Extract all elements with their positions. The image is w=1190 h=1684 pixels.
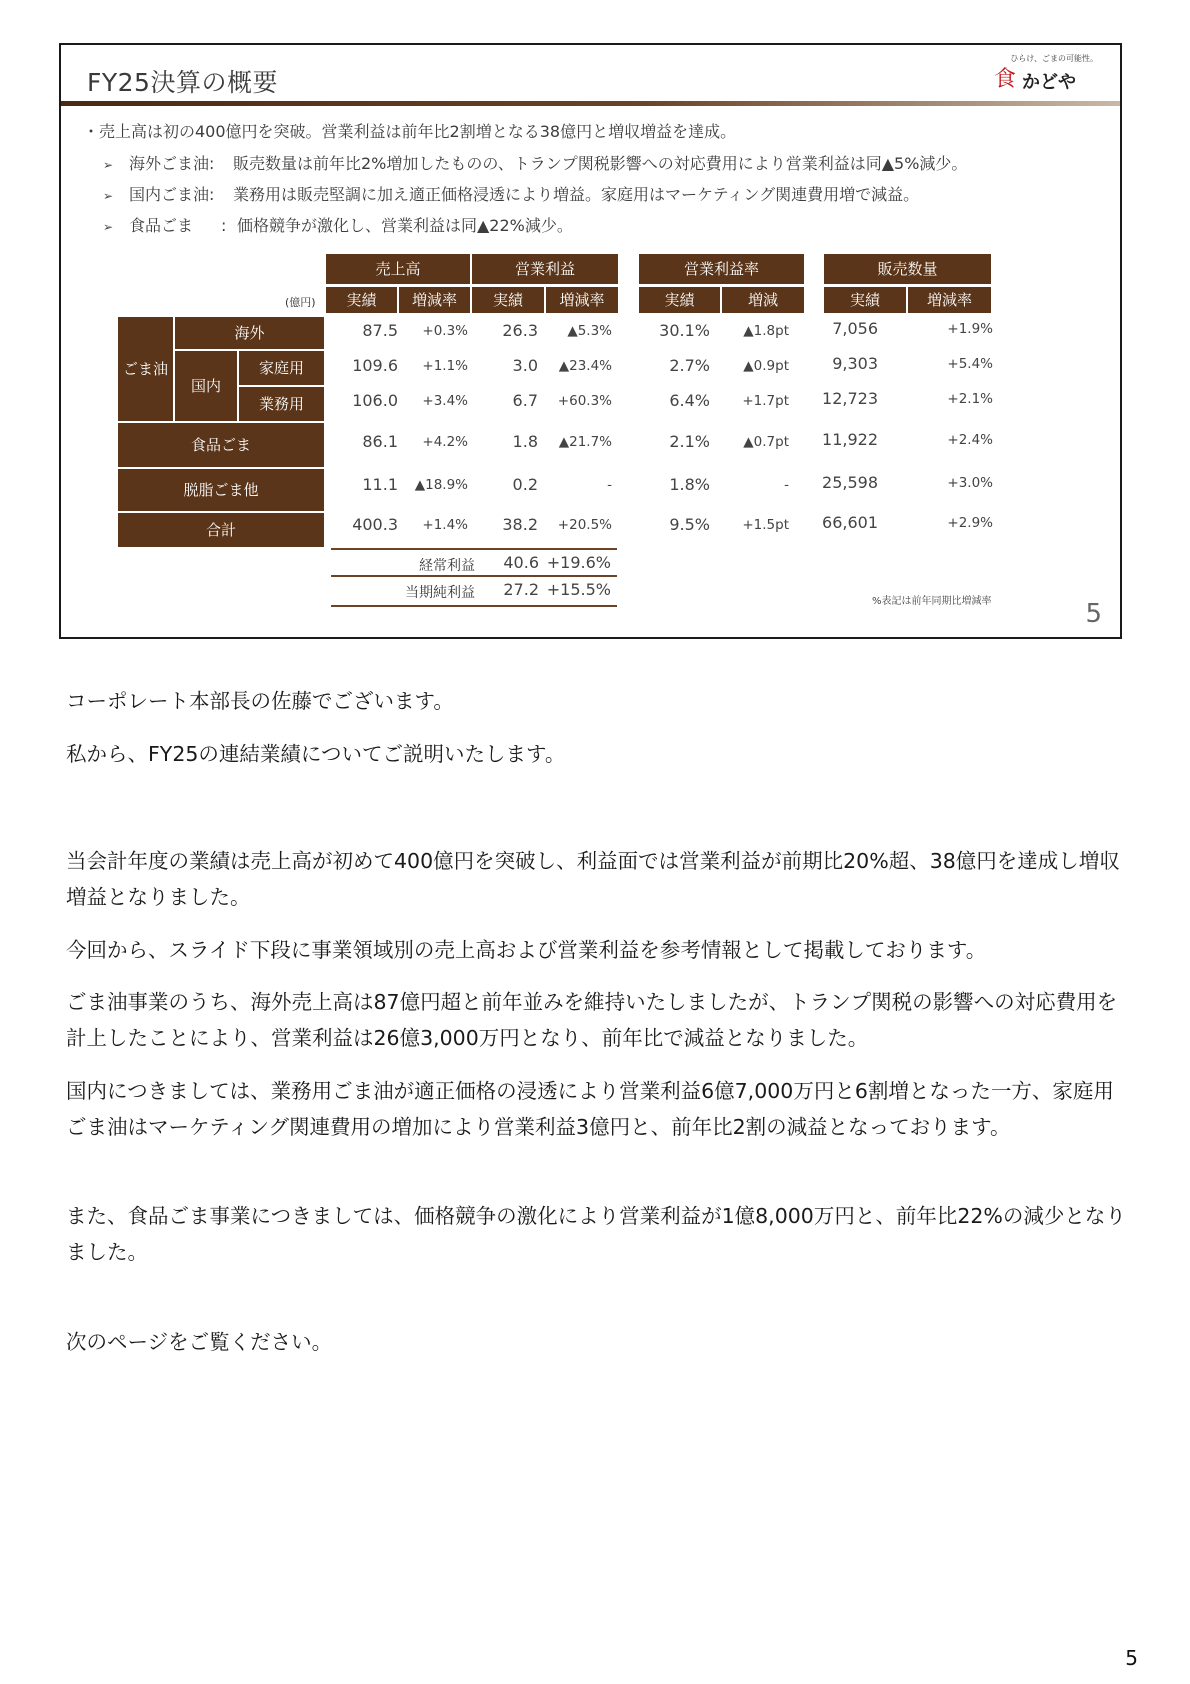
bullet-body: 販売数量は前年比2%増加したものの、トランプ関税影響への対応費用により営業利益は同▲5%減少。: [233, 154, 968, 173]
table-cell-vol: 11,922: [822, 430, 878, 449]
table-cell-vol-chg: +2.1%: [947, 391, 993, 407]
table-cell-vol-chg: +2.4%: [947, 432, 993, 448]
table-cell-vol: 66,601: [822, 513, 878, 532]
table-cell-vol: 12,723: [822, 389, 878, 408]
table-cell-op-chg: ▲21.7%: [558, 434, 612, 450]
company-logo: [992, 53, 1102, 99]
logo-text: かどや: [1022, 72, 1076, 93]
table-cell-op: 1.8: [512, 432, 538, 451]
table-cell-margin-chg: -: [784, 477, 789, 493]
bullet-food: [103, 213, 967, 236]
table-cell-vol-chg: +1.9%: [947, 321, 993, 337]
table-cell-vol-chg: +3.0%: [947, 475, 993, 491]
table-cell-sales: 86.1: [362, 432, 398, 451]
bullet-body: 業務用は販売堅調に加え適正価格浸透により増益。家庭用はマーケティング関連費用増で減益。: [233, 185, 920, 204]
summary-bullets: [83, 119, 967, 244]
bullet-domestic: [103, 182, 967, 205]
extra-row-rule: [331, 575, 617, 577]
bullet-head: 食品ごま: [129, 216, 194, 235]
table-cell-sales-chg: ▲18.9%: [414, 477, 468, 493]
table-cell-margin: 30.1%: [659, 321, 710, 340]
header-group: 販売数量: [824, 254, 991, 284]
table-cell-margin-chg: ▲0.9pt: [743, 358, 789, 374]
header-sub: 増減率: [908, 287, 991, 313]
bullet-main: ・売上高は初の400億円を突破。営業利益は前年比2割増となる38億円と増収増益を達成。: [83, 122, 737, 141]
extra-row-change: +19.6%: [546, 553, 611, 572]
bullet-head: 国内ごま油:: [129, 185, 215, 204]
table-cell-vol: 7,056: [832, 319, 878, 338]
header-sub: 実績: [639, 287, 720, 313]
extra-row-value: 40.6: [503, 553, 539, 572]
header-group: 営業利益率: [639, 254, 804, 284]
narration-p5: ごま油事業のうち、海外売上高は87億円超と前年並みを維持いたしましたが、トランプ関税の影響への対応費用を計上したことにより、営業利益は26億3,000万円となり、前年比で減益となりました。: [66, 990, 1118, 1050]
bullet-overseas: [103, 151, 967, 174]
table-cell-vol: 9,303: [832, 354, 878, 373]
table-cell-sales: 11.1: [362, 475, 398, 494]
slide: [59, 43, 1122, 639]
table-cell-margin: 6.4%: [669, 391, 710, 410]
extra-row-value: 27.2: [503, 580, 539, 599]
extra-row-label: 当期純利益: [405, 585, 475, 601]
table-cell-sales: 87.5: [362, 321, 398, 340]
table-cell-margin-chg: ▲0.7pt: [743, 434, 789, 450]
unit-label: (億円): [285, 296, 316, 309]
table-cell-margin: 2.1%: [669, 432, 710, 451]
header-sub: 実績: [472, 287, 544, 313]
table-cell-op: 6.7: [512, 391, 538, 410]
table-cell-sales: 109.6: [352, 356, 398, 375]
table-footnote: %表記は前年同期比増減率: [872, 596, 992, 607]
logo-tagline: ひらけ、ごまの可能性。: [1010, 54, 1098, 63]
page-number: 5: [1125, 1646, 1138, 1670]
bullet-head: 海外ごま油:: [129, 154, 215, 173]
narration-p2: 私から、FY25の連結業績についてご説明いたします。: [66, 742, 566, 766]
table-cell-sales: 400.3: [352, 515, 398, 534]
row-label-food-sesame: 食品ごま: [118, 423, 324, 467]
table-cell-margin: 2.7%: [669, 356, 710, 375]
table-cell-sales-chg: +1.4%: [422, 517, 468, 533]
table-cell-op-chg: ▲5.3%: [567, 323, 612, 339]
narration-p8: 次のページをご覧ください。: [66, 1330, 333, 1354]
table-cell-vol: 25,598: [822, 473, 878, 492]
table-cell-margin-chg: ▲1.8pt: [743, 323, 789, 339]
arrow-bullet-icon: ➢: [103, 220, 114, 234]
table-cell-op-chg: ▲23.4%: [558, 358, 612, 374]
header-group: 営業利益: [472, 254, 618, 284]
extra-row-change: +15.5%: [546, 580, 611, 599]
header-sub: 増減: [722, 287, 804, 313]
arrow-bullet-icon: ➢: [103, 158, 114, 172]
narration-p4: 今回から、スライド下段に事業領域別の売上高および営業利益を参考情報として掲載しております。: [66, 938, 987, 962]
narration-p7: また、食品ごま事業につきましては、価格競争の激化により営業利益が1億8,000万円と、前年比22%の減少となりました。: [66, 1204, 1126, 1264]
header-sub: 実績: [326, 287, 397, 313]
bullet-body: 価格競争が激化し、営業利益は同▲22%減少。: [237, 216, 573, 235]
table-cell-margin: 9.5%: [669, 515, 710, 534]
narration-p6: 国内につきましては、業務用ごま油が適正価格の浸透により営業利益6億7,000万円と6割増となった一方、家庭用ごま油はマーケティング関連費用の増加により営業利益3億円と、前年比2割の減益となっております。: [66, 1079, 1114, 1139]
narration-p3: 当会計年度の業績は売上高が初めて400億円を突破し、利益面では営業利益が前期比20%超、38億円を達成し増収増益となりました。: [66, 849, 1120, 909]
row-label-overseas: 海外: [175, 317, 324, 349]
narration-p1: コーポレート本部長の佐藤でございます。: [66, 689, 454, 713]
header-sub: 増減率: [399, 287, 470, 313]
header-sub: 増減率: [546, 287, 618, 313]
table-cell-sales: 106.0: [352, 391, 398, 410]
slide-title: FY25決算の概要: [87, 68, 278, 97]
header-sub: 実績: [824, 287, 906, 313]
row-label-business: 業務用: [239, 387, 324, 421]
table-cell-op: 0.2: [512, 475, 538, 494]
table-cell-sales-chg: +0.3%: [422, 323, 468, 339]
extra-row-rule: [331, 548, 617, 550]
table-cell-op: 26.3: [502, 321, 538, 340]
table-cell-margin: 1.8%: [669, 475, 710, 494]
table-cell-op: 38.2: [502, 515, 538, 534]
table-cell-margin-chg: +1.7pt: [742, 393, 789, 409]
header-group: 売上高: [326, 254, 470, 284]
bullet-colon: :: [221, 216, 227, 235]
row-label-household: 家庭用: [239, 351, 324, 385]
table-cell-margin-chg: +1.5pt: [742, 517, 789, 533]
slide-page-number: 5: [1085, 599, 1102, 629]
extra-row-label: 経常利益: [419, 558, 475, 574]
table-cell-op-chg: +20.5%: [557, 517, 612, 533]
table-cell-op-chg: +60.3%: [557, 393, 612, 409]
table-cell-sales-chg: +1.1%: [422, 358, 468, 374]
arrow-bullet-icon: ➢: [103, 189, 114, 203]
table-cell-vol-chg: +5.4%: [947, 356, 993, 372]
row-label-domestic: 国内: [175, 351, 237, 421]
logo-mark-icon: ⻝: [993, 67, 1016, 92]
table-cell-op: 3.0: [512, 356, 538, 375]
title-divider: [61, 101, 1120, 106]
extra-row-rule: [331, 605, 617, 607]
row-label-defatted: 脱脂ごま他: [118, 469, 324, 511]
table-cell-op-chg: -: [607, 477, 612, 493]
table-cell-sales-chg: +3.4%: [422, 393, 468, 409]
row-label-total: 合計: [118, 513, 324, 547]
row-label-sesame-oil: ごま油: [118, 317, 173, 421]
table-cell-vol-chg: +2.9%: [947, 515, 993, 531]
table-cell-sales-chg: +4.2%: [422, 434, 468, 450]
